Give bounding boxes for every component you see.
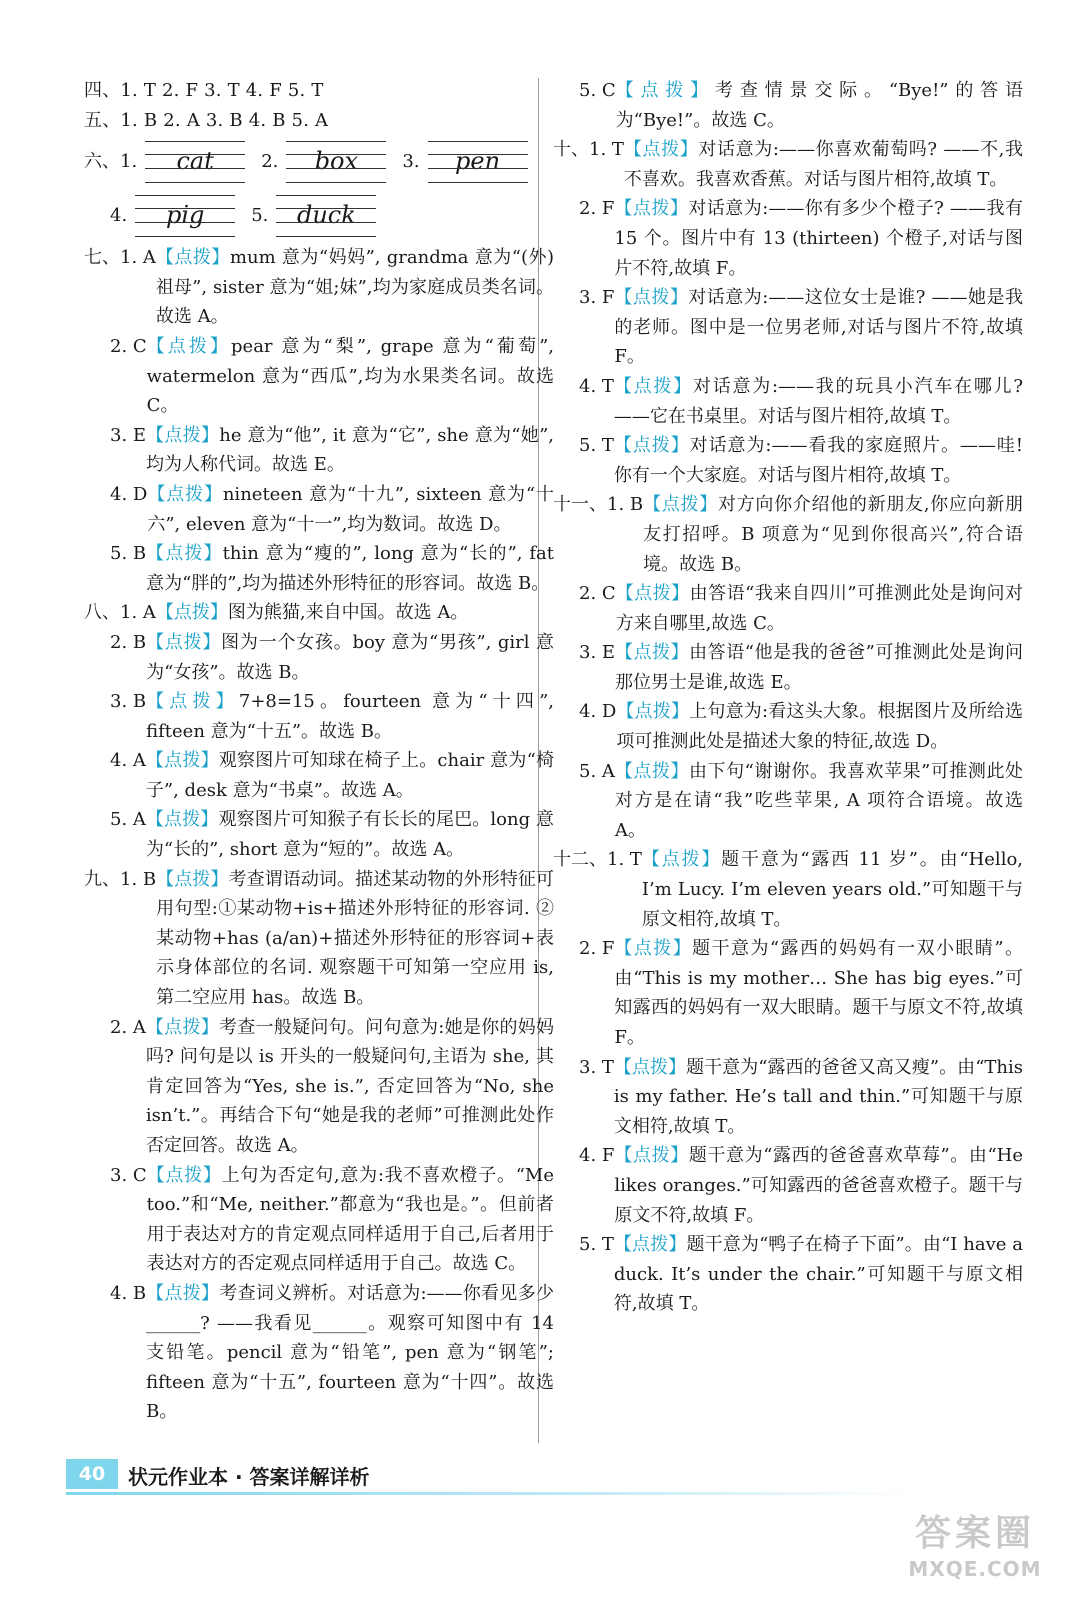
explanation-text: 对方向你介绍他的新朋友,你应向新朋友打招呼。B 项意为“见到你很高兴”,符合语境。故选 B。 xyxy=(643,494,1023,575)
hint-tag: 【点拨】 xyxy=(613,1234,687,1256)
answer-explanation xyxy=(614,431,1023,490)
answer-explanation xyxy=(146,1013,554,1161)
answer-item xyxy=(553,845,1023,934)
copy-writing-lines xyxy=(135,195,235,237)
answer-item xyxy=(84,539,554,598)
answer-item xyxy=(553,76,1023,135)
answer-explanation xyxy=(616,697,1023,756)
hint-tag: 【点拨】 xyxy=(615,583,690,605)
answer-label: 九、1. B xyxy=(84,868,157,890)
answer-item xyxy=(84,746,554,805)
answer-explanation xyxy=(147,1161,554,1279)
explanation-text: 题干意为“露西的妈妈有一双小眼睛”。由“This is my mother… She has big eyes.”可知露西的妈妈有一双大眼睛。题干与原文不符,故填 F。 xyxy=(614,938,1024,1048)
explanation-text: thin 意为“瘦的”, long 意为“长的”, fat 意为“胖的”,均为描述外形特征的形容词。故选 B。 xyxy=(146,543,555,594)
answer-explanation xyxy=(643,490,1023,579)
answer-label: 十一、1. B xyxy=(553,494,644,516)
hint-tag: 【点拨】 xyxy=(146,424,220,446)
explanation-text: 观察图片可知球在椅子上。chair 意为“椅子”, desk 意为“书桌”。故选 A。 xyxy=(145,750,554,801)
answer-explanation xyxy=(614,372,1023,431)
answer-item xyxy=(84,1161,554,1279)
answer-explanation xyxy=(146,805,554,864)
answer-label: 5. T xyxy=(579,1234,614,1256)
explanation-text: 图为一个女孩。boy 意为“男孩”, girl 意为“女孩”。故选 B。 xyxy=(146,631,555,683)
hint-tag: 【点拨】 xyxy=(147,483,223,505)
answer-label: 2. C xyxy=(579,583,616,605)
hint-tag: 【点拨】 xyxy=(613,375,693,397)
watermark-logo xyxy=(885,1512,1065,1592)
answer-label: 4. T xyxy=(579,375,614,397)
hint-tag: 【点拨】 xyxy=(641,849,722,871)
answer-label: 2. F xyxy=(579,198,615,220)
explanation-text: 题干意为“鸭子在椅子下面”。由“I have a duck. It’s under the chair.”可知题干与原文相符,故填 T。 xyxy=(613,1234,1024,1315)
hint-tag: 【点拨】 xyxy=(155,247,230,269)
explanation-text: 观察图片可知猴子有长长的尾巴。long 意为“长的”, short 意为“短的”。故选 A。 xyxy=(145,809,554,861)
answer-explanation xyxy=(616,579,1023,638)
answer-explanation xyxy=(615,757,1023,846)
answer-item xyxy=(84,805,554,864)
explanation-text: 由答语“他是我的爸爸”可推测此处是询问那位男士是谁,故选 E。 xyxy=(615,642,1024,693)
answer-label: 4. F xyxy=(579,1145,615,1167)
answer-item xyxy=(84,1013,554,1161)
answer-explanation xyxy=(146,687,554,746)
explanation-text: he 意为“他”, it 意为“它”, she 意为“她”,均为人称代词。故选 E。 xyxy=(146,424,555,476)
answer-item xyxy=(553,934,1023,1052)
hint-tag: 【点拨】 xyxy=(146,631,222,653)
copy-writing-lines xyxy=(428,141,528,183)
explanation-text: 上句意为:看这头大象。根据图片及所给选项可推测此处是描述大象的特征,故选 D。 xyxy=(616,701,1023,753)
answer-explanation xyxy=(147,332,554,421)
hint-tag: 【点拨】 xyxy=(145,1016,219,1038)
copy-item-number: 3. xyxy=(402,151,420,173)
answer-item xyxy=(553,135,1023,194)
explanation-text: 考查情景交际。“Bye!”的答语为“Bye!”。故选 C。 xyxy=(615,80,1024,131)
answer-label: 5. B xyxy=(110,543,147,565)
hint-tag: 【点拨】 xyxy=(146,543,223,565)
hint-tag: 【点拨】 xyxy=(613,1056,687,1078)
right-column xyxy=(553,76,1023,1319)
answer-label: 3. E xyxy=(579,642,616,664)
copy-word: pig xyxy=(165,201,205,230)
answer-explanation xyxy=(642,845,1023,934)
copy-word: duck xyxy=(296,201,356,230)
answer-item xyxy=(553,490,1023,579)
answer-label: 3. T xyxy=(579,1056,614,1078)
hint-tag: 【点拨】 xyxy=(614,1145,689,1167)
explanation-text: 由下句“谢谢你。我喜欢苹果”可推测此处对方是在请“我”吃些苹果, A 项符合语境。故选 A。 xyxy=(614,760,1023,841)
hint-tag: 【点拨】 xyxy=(146,1164,222,1186)
section-6-label: 六、 xyxy=(84,151,120,173)
answer-item xyxy=(553,757,1023,846)
answer-item xyxy=(84,480,554,539)
explanation-text: 7+8=15。fourteen 意为“十四”, fifteen 意为“十五”。故选 B。 xyxy=(146,691,555,742)
answer-explanation xyxy=(614,283,1023,372)
hint-tag: 【点拨】 xyxy=(145,809,219,831)
explanation-text: 对话意为:——你有多少个橙子? ——我有 15 个。图片中有 13 (thirteen) 个橙子,对话与图片不符,故填 F。 xyxy=(614,198,1024,279)
copy-word: box xyxy=(314,147,359,176)
answer-label: 3. B xyxy=(110,691,147,713)
answer-label: 4. B xyxy=(110,1282,147,1304)
answer-item xyxy=(84,865,554,1013)
hint-tag: 【点拨】 xyxy=(146,691,239,713)
explanation-text: pear 意为“梨”, grape 意为“葡萄”, watermelon 意为“西瓜”,均为水果类名词。故选 C。 xyxy=(146,335,554,417)
answer-item xyxy=(553,431,1023,490)
answer-explanation xyxy=(146,539,554,598)
section-5-answers: 五、1. B 2. A 3. B 4. B 5. A xyxy=(84,109,329,131)
explanation-text: 对话意为:——这位女士是谁? ——她是我的老师。图中是一位男老师,对话与图片不符,故填 F。 xyxy=(614,287,1024,368)
explanation-text: 由答语“我来自四川”可推测此处是询问对方来自哪里,故选 C。 xyxy=(615,583,1024,634)
answer-label: 2. A xyxy=(110,1016,146,1038)
section-6-copy xyxy=(84,135,554,243)
answer-explanation xyxy=(147,480,554,539)
hint-tag: 【点拨】 xyxy=(614,198,689,220)
section-12 xyxy=(553,845,1023,1319)
answer-explanation xyxy=(616,76,1023,135)
hint-tag: 【点拨】 xyxy=(623,139,699,161)
answer-label: 十二、1. T xyxy=(553,849,642,871)
answer-explanation xyxy=(624,135,1023,194)
hint-tag: 【点拨】 xyxy=(145,750,219,772)
answer-label: 5. A xyxy=(579,760,615,782)
answer-explanation xyxy=(156,865,554,1013)
explanation-text: nineteen 意为“十九”, sixteen 意为“十六”, eleven 意为“十一”,均为数词。故选 D。 xyxy=(147,483,554,535)
answer-explanation xyxy=(146,1279,554,1427)
hint-tag: 【点拨】 xyxy=(614,287,689,309)
answer-item xyxy=(553,283,1023,372)
copy-word: cat xyxy=(176,147,214,176)
copy-item-number: 5. xyxy=(251,205,269,227)
answer-label: 3. C xyxy=(110,1164,147,1186)
answer-item xyxy=(84,598,554,628)
hint-tag: 【点拨】 xyxy=(613,435,690,457)
section-9 xyxy=(84,865,554,1427)
answer-explanation xyxy=(614,194,1023,283)
answer-label: 4. A xyxy=(110,750,146,772)
answer-item xyxy=(553,372,1023,431)
answer-explanation xyxy=(614,1141,1023,1230)
answer-item xyxy=(84,687,554,746)
answer-label: 八、1. A xyxy=(84,602,156,624)
explanation-text: 题干意为“露西 11 岁”。由“Hello, I’m Lucy. I’m eleven years old.”可知题干与原文相符,故填 T。 xyxy=(641,849,1024,930)
section-4-answers: 四、1. T 2. F 3. T 4. F 5. T xyxy=(84,80,324,101)
answer-item xyxy=(553,638,1023,697)
answer-item xyxy=(84,421,554,480)
answer-item xyxy=(84,332,554,421)
hint-tag: 【点拨】 xyxy=(615,80,715,101)
section-11 xyxy=(553,490,1023,845)
watermark-url: MXQE.COM xyxy=(908,1557,1042,1581)
answer-label: 4. D xyxy=(579,701,617,723)
answer-explanation xyxy=(614,934,1023,1052)
answer-label: 5. A xyxy=(110,809,146,831)
explanation-text: 图为熊猫,来自中国。故选 A。 xyxy=(227,602,469,624)
answer-explanation xyxy=(146,628,554,687)
copy-writing-lines xyxy=(286,141,386,183)
answer-label: 2. F xyxy=(579,938,615,960)
copy-item-number: 2. xyxy=(261,151,279,173)
hint-tag: 【点拨】 xyxy=(146,335,232,357)
answer-item xyxy=(553,194,1023,283)
section-10 xyxy=(553,135,1023,490)
footer-rule xyxy=(66,1492,916,1495)
answer-explanation xyxy=(156,598,554,628)
answer-item xyxy=(84,243,554,332)
watermark-text: 答案圈 xyxy=(914,1513,1035,1554)
answer-explanation xyxy=(156,243,554,332)
explanation-text: 考查谓语动词。描述某动物的外形特征可用句型:①某动物+is+描述外形特征的形容词. ②某动物+has (a/an)+描述外形特征的形容词+表示身体部位的名词. 观察题干可知第一空应用 is, 第二空应用 has。故选 B。 xyxy=(156,868,555,1009)
hint-tag: 【点拨】 xyxy=(614,938,693,960)
answer-label: 十、1. T xyxy=(553,139,624,161)
hint-tag: 【点拨】 xyxy=(615,642,690,664)
answer-explanation xyxy=(146,421,554,480)
hint-tag: 【点拨】 xyxy=(146,1282,220,1304)
hint-tag: 【点拨】 xyxy=(156,868,229,890)
answer-explanation xyxy=(614,1230,1023,1319)
answer-item xyxy=(84,1279,554,1427)
explanation-text: 上句为否定句,意为:我不喜欢橙子。“Me too.”和“Me, neither.”都意为“我也是。”。但前者用于表达对方的肯定观点同样适用于自己,后者用于表达对方的否定观点同样适用于自己。故选 C。 xyxy=(146,1164,554,1275)
answer-label: 5. T xyxy=(579,435,614,457)
hint-tag: 【点拨】 xyxy=(614,760,690,782)
explanation-text: 题干意为“露西的爸爸喜欢草莓”。由“He likes oranges.”可知露西的爸爸喜欢橙子。题干与原文不符,故填 F。 xyxy=(614,1145,1023,1226)
page-number: 40 xyxy=(66,1459,118,1489)
copy-item-number: 4. xyxy=(110,205,128,227)
answer-label: 2. B xyxy=(110,631,147,653)
explanation-text: mum 意为“妈妈”, grandma 意为“(外)祖母”, sister 意为“姐;妹”,均为家庭成员类名词。故选 A。 xyxy=(155,247,554,328)
explanation-text: 对话意为:——看我的家庭照片。——哇! 你有一个大家庭。对话与图片相符,故填 T。 xyxy=(613,435,1024,486)
answer-explanation xyxy=(146,746,554,805)
answer-label: 七、1. A xyxy=(84,247,156,269)
answer-item xyxy=(553,1230,1023,1319)
answer-item xyxy=(553,697,1023,756)
copy-word: pen xyxy=(455,147,501,176)
copy-writing-lines xyxy=(276,195,376,237)
answer-item xyxy=(84,628,554,687)
answer-label: 3. F xyxy=(579,287,615,309)
answer-label: 4. D xyxy=(110,483,148,505)
copy-item-number: 1. xyxy=(120,151,138,173)
answer-item xyxy=(553,579,1023,638)
answer-item xyxy=(553,1141,1023,1230)
answer-label: 3. E xyxy=(110,424,147,446)
hint-tag: 【点拨】 xyxy=(643,494,718,516)
answer-label: 2. C xyxy=(110,335,147,357)
hint-tag: 【点拨】 xyxy=(616,701,690,723)
hint-tag: 【点拨】 xyxy=(155,602,228,624)
answer-label: 5. C xyxy=(579,80,616,101)
section-9-continued xyxy=(553,76,1023,135)
explanation-text: 对话意为:——你喜欢葡萄吗? ——不,我不喜欢。我喜欢香蕉。对话与图片相符,故填 T。 xyxy=(623,139,1023,190)
copy-writing-lines xyxy=(145,141,245,183)
footer-title: 状元作业本 · 答案详解详析 xyxy=(128,1465,370,1489)
section-8 xyxy=(84,598,554,864)
answer-explanation xyxy=(614,1053,1023,1142)
answer-item xyxy=(553,1053,1023,1142)
left-column xyxy=(84,76,554,1427)
section-7 xyxy=(84,243,554,598)
explanation-text: 对话意为:——我的玩具小汽车在哪儿? ——它在书桌里。对话与图片相符,故填 T。 xyxy=(613,375,1023,427)
explanation-text: 题干意为“露西的爸爸又高又瘦”。由“This is my father. He’s tall and thin.”可知题干与原文相符,故填 T。 xyxy=(613,1056,1023,1137)
explanation-text: 考查一般疑问句。问句意为:她是你的妈妈吗? 问句是以 is 开头的一般疑问句,主语为 she, 其肯定回答为“Yes, she is.”, 否定回答为“No, she isn’t.”。再结合下句“她是我的老师”可推测此处作否定回答。故选 A。 xyxy=(145,1016,554,1156)
explanation-text: 考查词义辨析。对话意为:——你看见多少______? ——我看见______。观察可知图中有 14 支铅笔。pencil 意为“铅笔”, pen 意为“钢笔”; fifteen 意为“十五”, fourteen 意为“十四”。故选 B。 xyxy=(146,1282,554,1423)
answer-explanation xyxy=(615,638,1023,697)
